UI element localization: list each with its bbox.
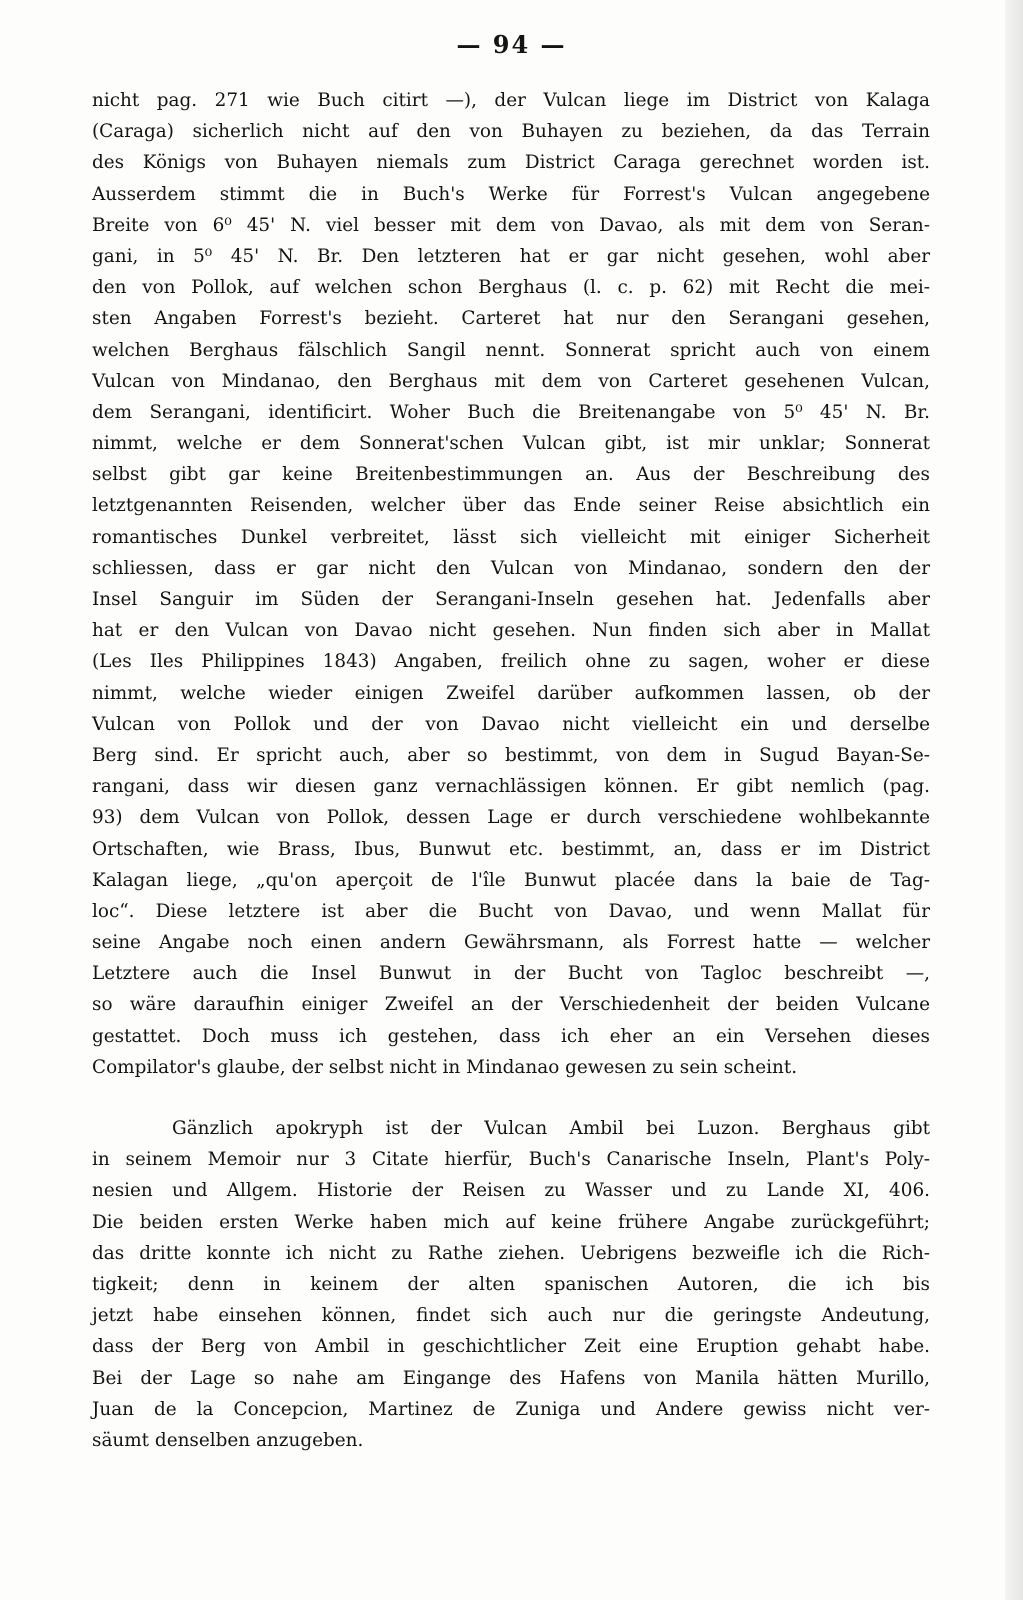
text-line: schliessen, dass er gar nicht den Vulcan von Mindanao, sondern den der xyxy=(92,557,930,579)
text-line: den von Pollok, auf welchen schon Berghaus (l. c. p. 62) mit Recht die mei- xyxy=(92,277,930,299)
text-line: so wäre daraufhin einiger Zweifel an der Verschiedenheit der beiden Vulcane xyxy=(92,994,930,1016)
text-line: Letztere auch die Insel Bunwut in der Bucht von Tagloc beschreibt —, xyxy=(92,963,930,985)
text-line: Kalagan liege, „qu'on aperçoit de l'île Bunwut placée dans la baie de Tag- xyxy=(92,869,930,891)
text-line: das dritte konnte ich nicht zu Rathe ziehen. Uebrigens bezweifle ich die Rich- xyxy=(92,1242,930,1264)
page-edge-shadow xyxy=(1005,0,1023,1600)
text-line: gestattet. Doch muss ich gestehen, dass ich eher an ein Versehen dieses xyxy=(92,1025,930,1047)
text-line: nicht pag. 271 wie Buch citirt —), der Vulcan liege im District von Kalaga xyxy=(92,90,930,111)
text-line: Insel Sanguir im Süden der Serangani-Inseln gesehen hat. Jedenfalls aber xyxy=(92,589,930,610)
text-line: Bei der Lage so nahe am Eingange des Hafens von Manila hätten Murillo, xyxy=(92,1367,930,1389)
text-line: dem Serangani, identificirt. Woher Buch die Breitenangabe von 5⁰ 45' N. Br. xyxy=(92,401,930,423)
text-line: in seinem Memoir nur 3 Citate hierfür, Buch's Canarische Inseln, Plant's Poly- xyxy=(92,1149,930,1171)
text-line: nesien und Allgem. Historie der Reisen zu Wasser und zu Lande XI, 406. xyxy=(92,1180,930,1202)
text-line: Gänzlich apokryph ist der Vulcan Ambil bei Luzon. Berghaus gibt xyxy=(172,1118,930,1139)
text-line: jetzt habe einsehen können, findet sich auch nur die geringste Andeutung, xyxy=(92,1305,930,1327)
text-line: welchen Berghaus fälschlich Sangil nennt. Sonnerat spricht auch von einem xyxy=(92,339,930,361)
text-line: loc“. Diese letztere ist aber die Bucht von Davao, und wenn Mallat für xyxy=(92,900,930,922)
text-line: letztgenannten Reisenden, welcher über das Ende seiner Reise absichtlich ein xyxy=(92,495,930,517)
text-line: Breite von 6⁰ 45' N. viel besser mit dem von Davao, als mit dem von Seran- xyxy=(92,214,930,236)
text-line: romantisches Dunkel verbreitet, lässt sich vielleicht mit einiger Sicherheit xyxy=(92,526,930,548)
text-line: selbst gibt gar keine Breitenbestimmungen an. Aus der Beschreibung des xyxy=(92,464,930,486)
text-line: Ortschaften, wie Brass, Ibus, Bunwut etc. bestimmt, an, dass er im District xyxy=(92,838,930,860)
text-line: 93) dem Vulcan von Pollok, dessen Lage er durch verschiedene wohlbekannte xyxy=(92,807,930,829)
text-line: säumt denselben anzugeben. xyxy=(92,1429,364,1451)
text-line: Juan de la Concepcion, Martinez de Zuniga und Andere gewiss nicht ver- xyxy=(92,1398,930,1420)
text-line: seine Angabe noch einen andern Gewährsmann, als Forrest hatte — welcher xyxy=(92,932,930,954)
paragraph-1 xyxy=(92,85,930,1083)
text-line: Berg sind. Er spricht auch, aber so bestimmt, von dem in Sugud Bayan-Se- xyxy=(92,744,930,766)
text-line: (Caraga) sicherlich nicht auf den von Buhayen zu beziehen, da das Terrain xyxy=(92,121,930,143)
text-line: nimmt, welche er dem Sonnerat'schen Vulcan gibt, ist mir unklar; Sonnerat xyxy=(92,433,930,455)
text-line: des Königs von Buhayen niemals zum District Caraga gerechnet worden ist. xyxy=(92,152,930,174)
paragraph-2 xyxy=(92,1113,930,1456)
text-line: Vulcan von Pollok und der von Davao nicht vielleicht ein und derselbe xyxy=(92,713,930,735)
text-line: (Les Iles Philippines 1843) Angaben, freilich ohne zu sagen, woher er diese xyxy=(92,651,930,673)
text-line: dass der Berg von Ambil in geschichtlicher Zeit eine Eruption gehabt habe. xyxy=(92,1336,930,1358)
text-line: sten Angaben Forrest's bezieht. Carteret hat nur den Serangani gesehen, xyxy=(92,308,930,330)
text-line: Compilator's glaube, der selbst nicht in Mindanao gewesen zu sein scheint. xyxy=(92,1056,798,1078)
text-line: Die beiden ersten Werke haben mich auf keine frühere Angabe zurückgeführt; xyxy=(92,1211,930,1233)
text-line: hat er den Vulcan von Davao nicht gesehen. Nun finden sich aber in Mallat xyxy=(92,620,930,642)
text-line: Ausserdem stimmt die in Buch's Werke für Forrest's Vulcan angegebene xyxy=(92,183,930,205)
page-number: — 94 — xyxy=(456,30,567,59)
text-line: tigkeit; denn in keinem der alten spanischen Autoren, die ich bis xyxy=(92,1273,930,1295)
text-line: gani, in 5⁰ 45' N. Br. Den letzteren hat er gar nicht gesehen, wohl aber xyxy=(92,245,930,267)
text-line: Vulcan von Mindanao, den Berghaus mit dem von Carteret gesehenen Vulcan, xyxy=(92,370,930,392)
text-line: rangani, dass wir diesen ganz vernachlässigen können. Er gibt nemlich (pag. xyxy=(92,776,930,798)
text-line: nimmt, welche wieder einigen Zweifel darüber aufkommen lassen, ob der xyxy=(92,682,930,704)
